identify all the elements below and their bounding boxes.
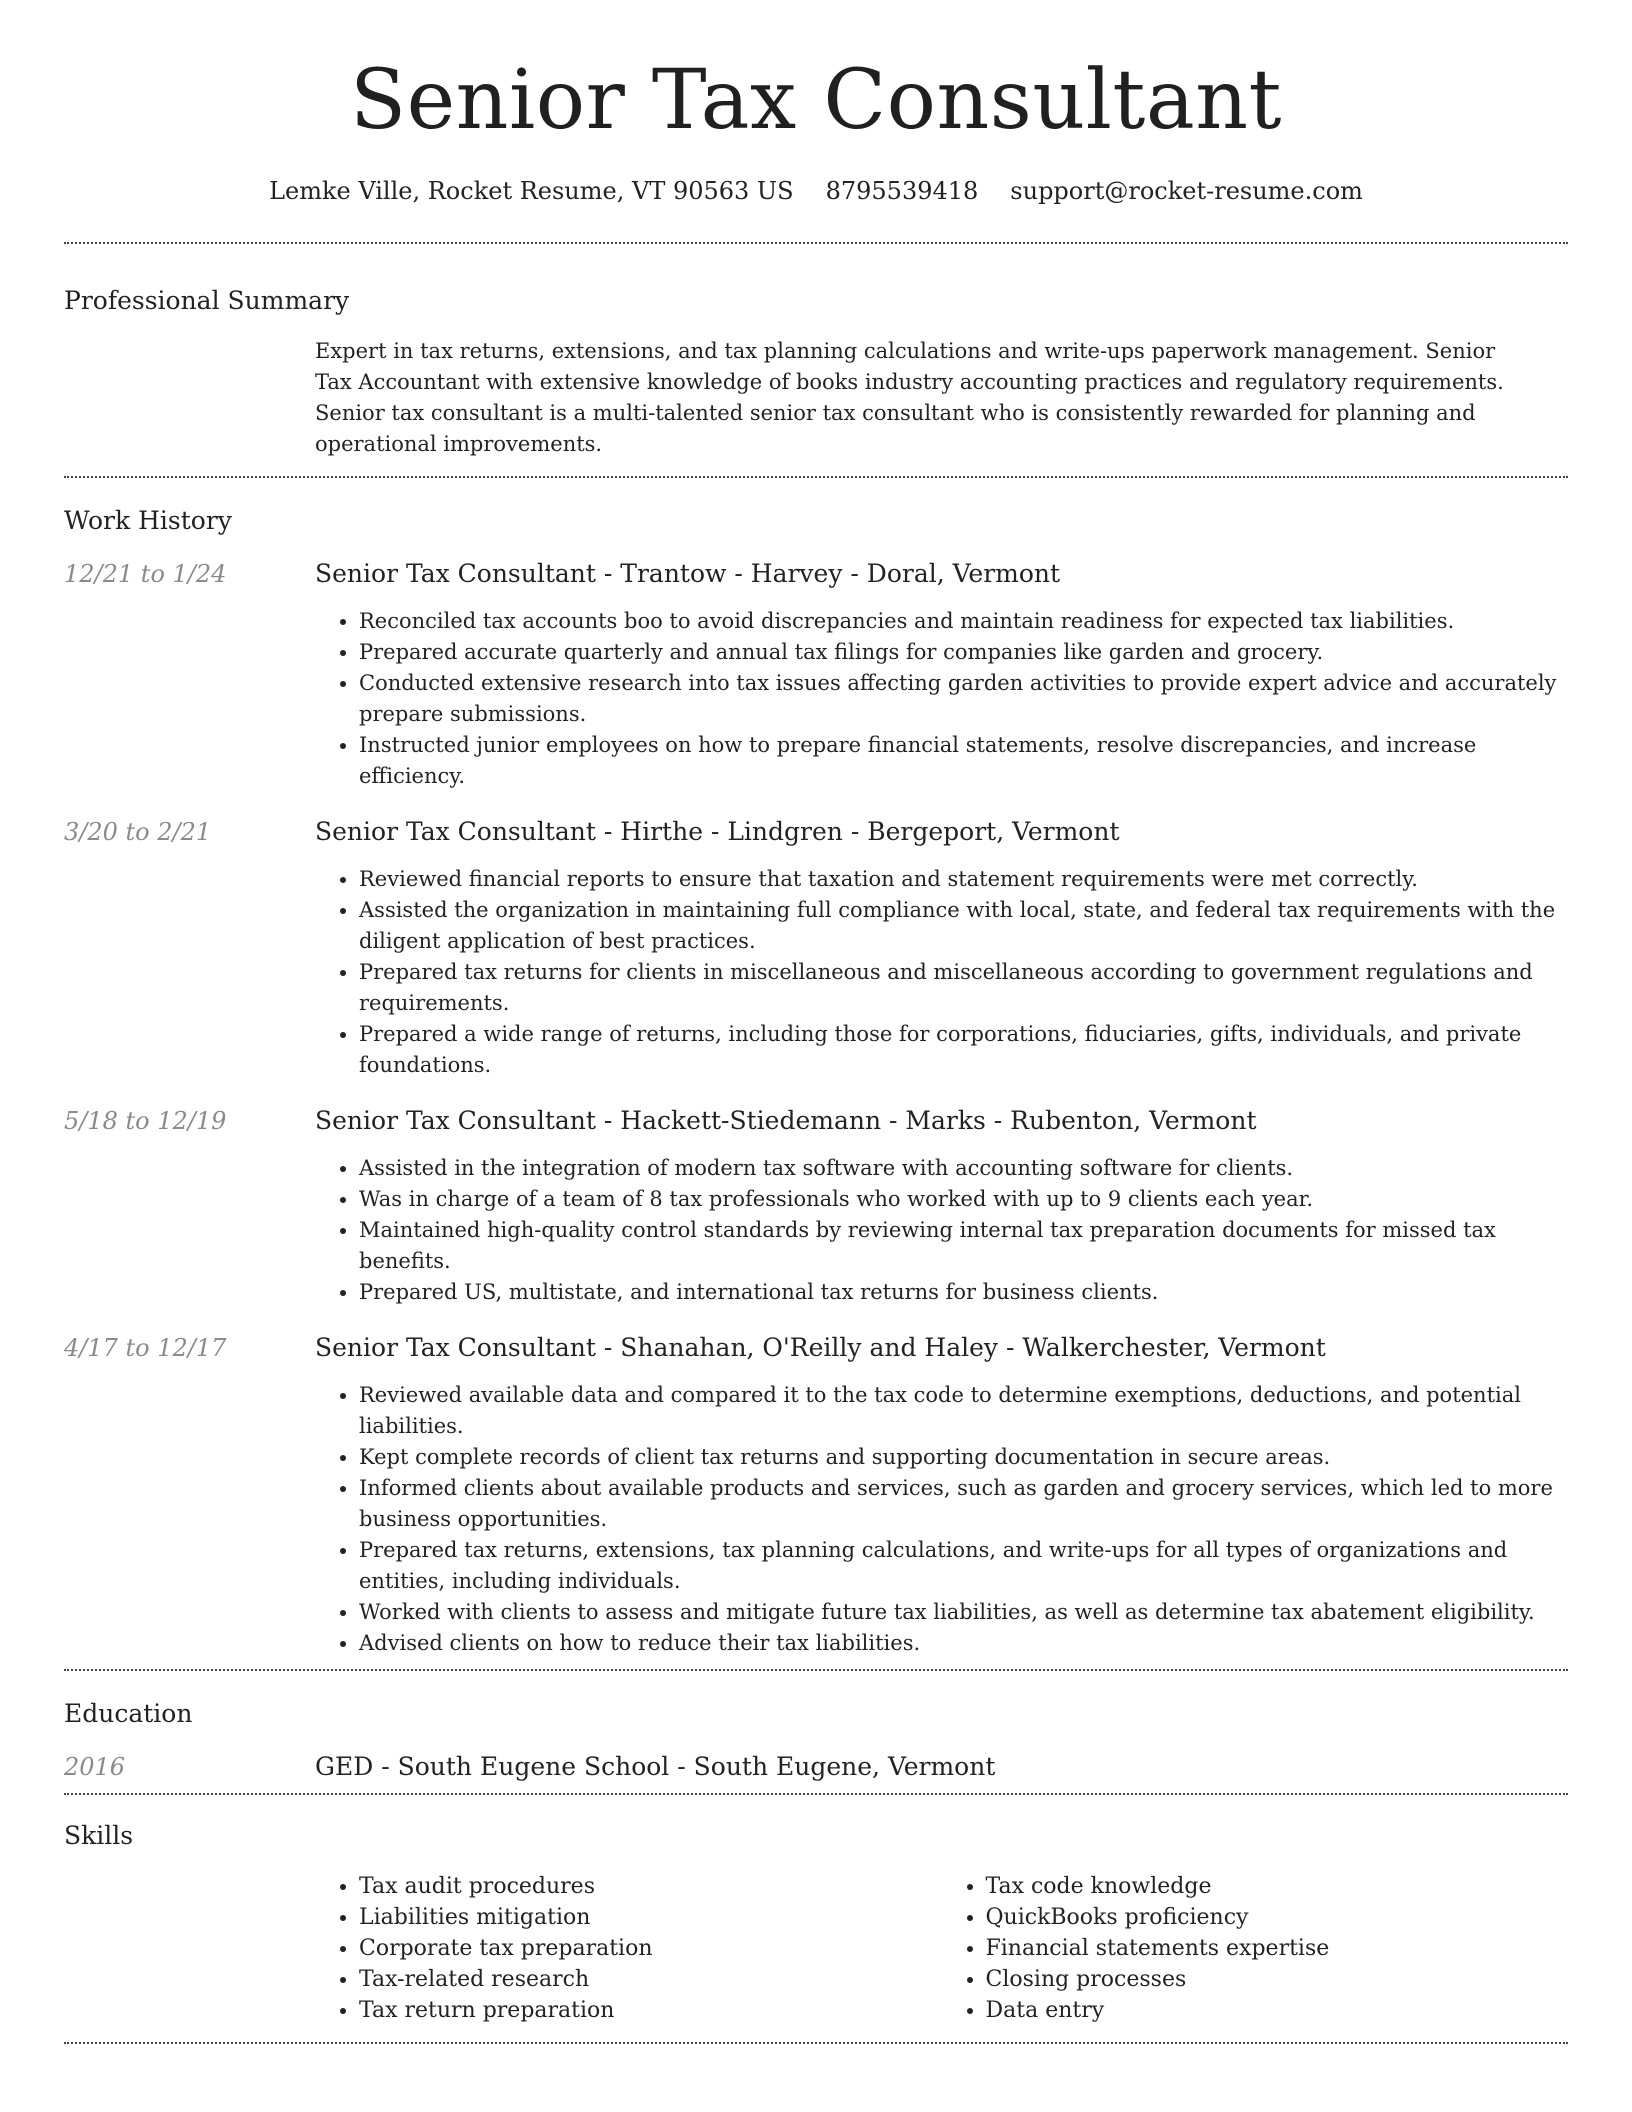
job-bullet: • Informed clients about available products and services, such as garden and grocery services, which led to more business opportunities. xyxy=(359,1473,1568,1535)
job-entry xyxy=(64,814,1568,1081)
divider xyxy=(64,2042,1568,2044)
skills-grid xyxy=(315,1871,1568,2026)
skill-item: • Tax code knowledge xyxy=(986,1871,1569,1902)
job-bullet: • Worked with clients to assess and mitigate future tax liabilities, as well as determine tax abatement eligibility. xyxy=(359,1597,1568,1628)
job-bullet: • Assisted the organization in maintaining full compliance with local, state, and federal tax requirements with the diligent application of best practices. xyxy=(359,895,1568,957)
education-section xyxy=(64,1671,1568,1793)
job-title: Senior Tax Consultant - Hirthe - Lindgren - Bergeport, Vermont xyxy=(315,817,1120,846)
job-title: Senior Tax Consultant - Hackett-Stiedemann - Marks - Rubenton, Vermont xyxy=(315,1106,1257,1135)
job-bullet: • Kept complete records of client tax returns and supporting documentation in secure areas. xyxy=(359,1442,1568,1473)
job-bullet: • Reconciled tax accounts boo to avoid discrepancies and maintain readiness for expected tax liabilities. xyxy=(359,606,1568,637)
skill-item: • QuickBooks proficiency xyxy=(986,1902,1569,1933)
job-bullet: • Maintained high-quality control standards by reviewing internal tax preparation documents for missed tax benefits. xyxy=(359,1215,1568,1277)
skill-item: • Closing processes xyxy=(986,1964,1569,1995)
skill-item: • Data entry xyxy=(986,1995,1569,2026)
job-body xyxy=(315,1103,1568,1308)
contact-address: Lemke Ville, Rocket Resume, VT 90563 US xyxy=(269,177,794,205)
section-title-work: Work History xyxy=(64,506,232,535)
job-bullet: • Prepared tax returns, extensions, tax planning calculations, and write-ups for all types of organizations and entities, including individuals. xyxy=(359,1535,1568,1597)
skill-item: • Corporate tax preparation xyxy=(359,1933,942,1964)
job-bullet: • Prepared accurate quarterly and annual tax filings for companies like garden and grocery. xyxy=(359,637,1568,668)
job-title: Senior Tax Consultant - Shanahan, O'Reilly and Haley - Walkerchester, Vermont xyxy=(315,1333,1326,1362)
summary-section xyxy=(64,244,1568,476)
resume-name: Senior Tax Consultant xyxy=(349,53,1283,148)
job-date: 12/21 to 1/24 xyxy=(64,560,227,588)
job-bullet: • Conducted extensive research into tax issues affecting garden activities to provide expert advice and accurately prepare submissions. xyxy=(359,668,1568,730)
job-entry xyxy=(64,1103,1568,1308)
job-date: 3/20 to 2/21 xyxy=(64,818,212,846)
job-bullet: • Reviewed available data and compared it to the tax code to determine exemptions, deductions, and potential liabilities. xyxy=(359,1380,1568,1442)
job-entry xyxy=(64,1330,1568,1659)
job-bullet-list xyxy=(315,606,1568,792)
skill-item: • Tax audit procedures xyxy=(359,1871,942,1902)
contact-email: support@rocket-resume.com xyxy=(1010,177,1363,205)
job-bullet: • Was in charge of a team of 8 tax professionals who worked with up to 9 clients each year. xyxy=(359,1184,1568,1215)
skill-item: • Financial statements expertise xyxy=(986,1933,1569,1964)
job-body xyxy=(315,556,1568,792)
skill-item: • Tax-related research xyxy=(359,1964,942,1995)
education-date: 2016 xyxy=(64,1753,126,1781)
education-entry xyxy=(64,1749,1568,1785)
job-bullet-list xyxy=(315,1380,1568,1659)
job-bullet: • Prepared tax returns for clients in miscellaneous and miscellaneous according to government regulations and requirements. xyxy=(359,957,1568,1019)
job-bullet: • Prepared a wide range of returns, including those for corporations, fiduciaries, gifts, individuals, and private foundations. xyxy=(359,1019,1568,1081)
job-bullet: • Instructed junior employees on how to prepare financial statements, resolve discrepancies, and increase efficiency. xyxy=(359,730,1568,792)
job-bullet: • Advised clients on how to reduce their tax liabilities. xyxy=(359,1628,1568,1659)
skills-column-right xyxy=(942,1871,1569,2026)
skill-item: • Tax return preparation xyxy=(359,1995,942,2026)
summary-text: Expert in tax returns, extensions, and tax planning calculations and write-ups paperwork management. Senior Tax Accountant with extensive knowledge of books industry accounting practices and regulatory requirements. Senior tax consultant is a multi-talented senior tax consultant who is consistently rewarded for planning and operational improvements. xyxy=(315,339,1504,456)
job-list xyxy=(64,556,1568,1659)
job-body xyxy=(315,814,1568,1081)
job-bullet: • Reviewed financial reports to ensure that taxation and statement requirements were met correctly. xyxy=(359,864,1568,895)
skills-column-left xyxy=(315,1871,942,2026)
job-body xyxy=(315,1330,1568,1659)
work-history-section xyxy=(64,478,1568,1669)
education-text: GED - South Eugene School - South Eugene, Vermont xyxy=(315,1752,996,1781)
contact-phone: 8795539418 xyxy=(825,177,979,205)
section-title-skills: Skills xyxy=(64,1821,134,1850)
job-date: 4/17 to 12/17 xyxy=(64,1334,227,1362)
job-bullet-list xyxy=(315,864,1568,1081)
skill-item: • Liabilities mitigation xyxy=(359,1902,942,1933)
section-title-education: Education xyxy=(64,1699,193,1728)
section-title-summary: Professional Summary xyxy=(64,286,350,315)
job-date: 5/18 to 12/19 xyxy=(64,1107,227,1135)
job-title: Senior Tax Consultant - Trantow - Harvey - Doral, Vermont xyxy=(315,559,1061,588)
job-bullet: • Assisted in the integration of modern tax software with accounting software for clients. xyxy=(359,1153,1568,1184)
skills-section xyxy=(64,1795,1568,2036)
job-bullet: • Prepared US, multistate, and international tax returns for business clients. xyxy=(359,1277,1568,1308)
job-bullet-list xyxy=(315,1153,1568,1308)
job-entry xyxy=(64,556,1568,792)
contact-line xyxy=(64,174,1568,208)
